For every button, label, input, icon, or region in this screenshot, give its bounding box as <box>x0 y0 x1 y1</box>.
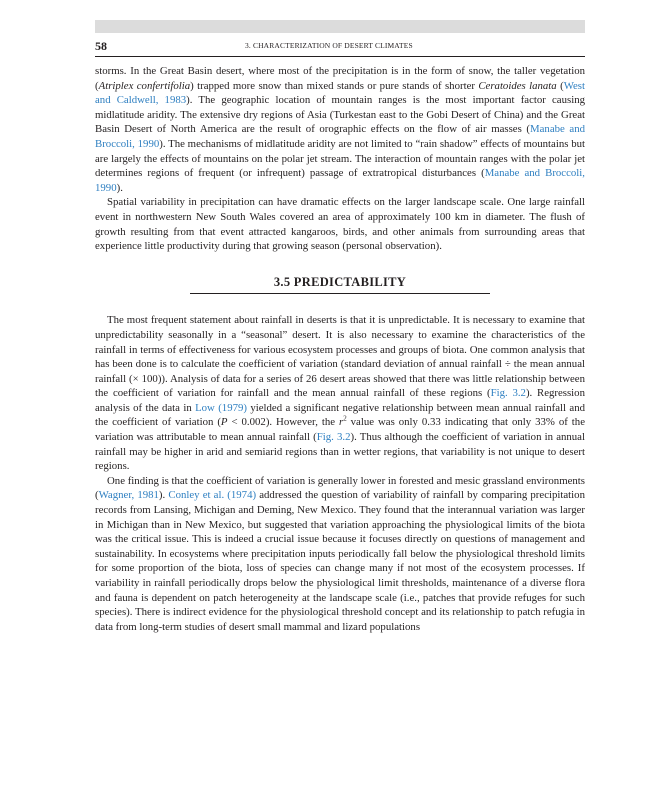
page-header <box>95 36 585 57</box>
page-number: 58 <box>95 39 107 53</box>
text-run: ). <box>158 489 169 502</box>
figure-link-3-2[interactable]: Fig. 3.2 <box>316 431 351 444</box>
text-run: ). The geographic location of mountain ranges is the most important factor causing midlatitude aridity. The extensive dry regions of Asia (Turkestan east to the Gobi Desert of China) and the Great Basin Desert of North America are the result of orographic effects on the flow of air masses ( <box>95 94 585 136</box>
text-run: addressed the question of variability of rainfall by comparing precipitation records from Lansing, Michigan and Deming, New Mexico. They found that the interannual variation was larger in Michigan than in New Mexico, but suggested that variation approaching the physiological limits of the biota was the critical issue. This is indeed a crucial issue because it focuses directly on questions of management and sustainability. In ecosystems where precipitation inputs periodically fall below the physiological threshold limits for some proportion of the biota, loss of species can change many if not most of the ecosystem processes. If variability in rainfall periodically drops below the physiological limit thresholds, maintenance of a diverse flora and fauna is dependent on patch heterogeneity at the landscape scale (i.e., patches that provide refuges for such species). There is indirect evidence for the physiological threshold concept and its relationship to patch refugia in data from long-term studies of desert small mammal and lizard populations <box>95 489 585 633</box>
paragraph-4 <box>95 474 585 635</box>
superscript: 2 <box>343 414 347 423</box>
text-run: ). Regression analysis of the data in <box>95 387 585 414</box>
body-text <box>95 64 585 634</box>
text-run: < 0.002). However, the <box>227 416 339 429</box>
figure-link-3-2[interactable]: Fig. 3.2 <box>490 387 526 400</box>
paragraph-1 <box>95 64 585 195</box>
paragraph-2: Spatial variability in precipitation can have dramatic effects on the larger landscape scale. One large rainfall event in northwestern New South Wales covered an area of approximately 100 km in diameter. The flush of growth resulting from that event attracted kangaroos, birds, and other animals from surrounding areas that experience little productivity during that growing season (personal observation). <box>95 196 585 253</box>
text-run: ( <box>556 79 564 92</box>
text-run: ) trapped more snow than mixed stands or pure stands of shorter <box>190 79 479 92</box>
text-run: ). Thus although the coefficient of variation in annual rainfall may be higher in arid and semiarid regions than in wetter regions, that variability is not unique to desert regions. <box>95 431 585 473</box>
italic-variable: r <box>339 416 344 429</box>
text-run: value was only 0.33 indicating that only 33% of the variation was attributable to mean annual rainfall ( <box>95 416 586 444</box>
text-run: ). The mechanisms of midlatitude aridity are not limited to “rain shadow” effects of mountains but are largely the effects of mountains on the polar jet stream. The interaction of mountain ranges with the polar jet determines regions of frequent (or infrequent) passage of extratropical disturbances ( <box>95 137 586 180</box>
italic-variable: P <box>220 416 228 429</box>
text-run: The most frequent statement about rainfall in deserts is that it is unpredictable. It is necessary to examine that unpredictability seasonally in a “seasonal” desert. It is also necessary to examine the characteristics of the rainfall in terms of effectiveness for various ecosystem processes and groups of biota. One common analysis that has been done is to calculate the coefficient of variation (standard deviation of annual rainfall ÷ the mean annual rainfall (× 100)). Analysis of data for a series of 26 desert areas showed that there was little relationship between the coefficient of variation for rainfall and the mean annual rainfall of these regions ( <box>95 314 585 400</box>
text-run: One finding is that the coefficient of variation is generally lower in forested and mesic grassland environments ( <box>95 474 585 502</box>
section-spacer <box>95 294 585 313</box>
citation-link-manabe-broccoli[interactable]: Manabe and Broccoli, 1990 <box>95 167 585 194</box>
paragraph-3 <box>95 313 585 474</box>
text-run: yielded a significant negative relationship between mean annual rainfall and the coefficient of variation ( <box>95 401 585 429</box>
citation-link-manabe-broccoli[interactable]: Manabe and Broccoli, 1990 <box>95 123 586 150</box>
citation-link-west-caldwell[interactable]: West and Caldwell, 1983 <box>95 79 586 107</box>
section-heading: 3.5 PREDICTABILITY <box>273 274 407 289</box>
species-name: Ceratoides lanata <box>478 79 557 92</box>
citation-link-low[interactable]: Low (1979) <box>195 401 247 414</box>
species-name: Atriplex confertifolia <box>98 79 191 92</box>
text-run: ). <box>116 181 123 194</box>
header-color-bar <box>95 20 585 33</box>
running-head: 3. CHARACTERIZATION OF DESERT CLIMATES <box>245 41 413 50</box>
citation-link-wagner[interactable]: Wagner, 1981 <box>98 489 159 502</box>
citation-link-conley[interactable]: Conley et al. (1974) <box>168 489 257 502</box>
text-run: storms. In the Great Basin desert, where most of the precipitation is in the form of snow, the taller vegetation ( <box>95 65 585 92</box>
